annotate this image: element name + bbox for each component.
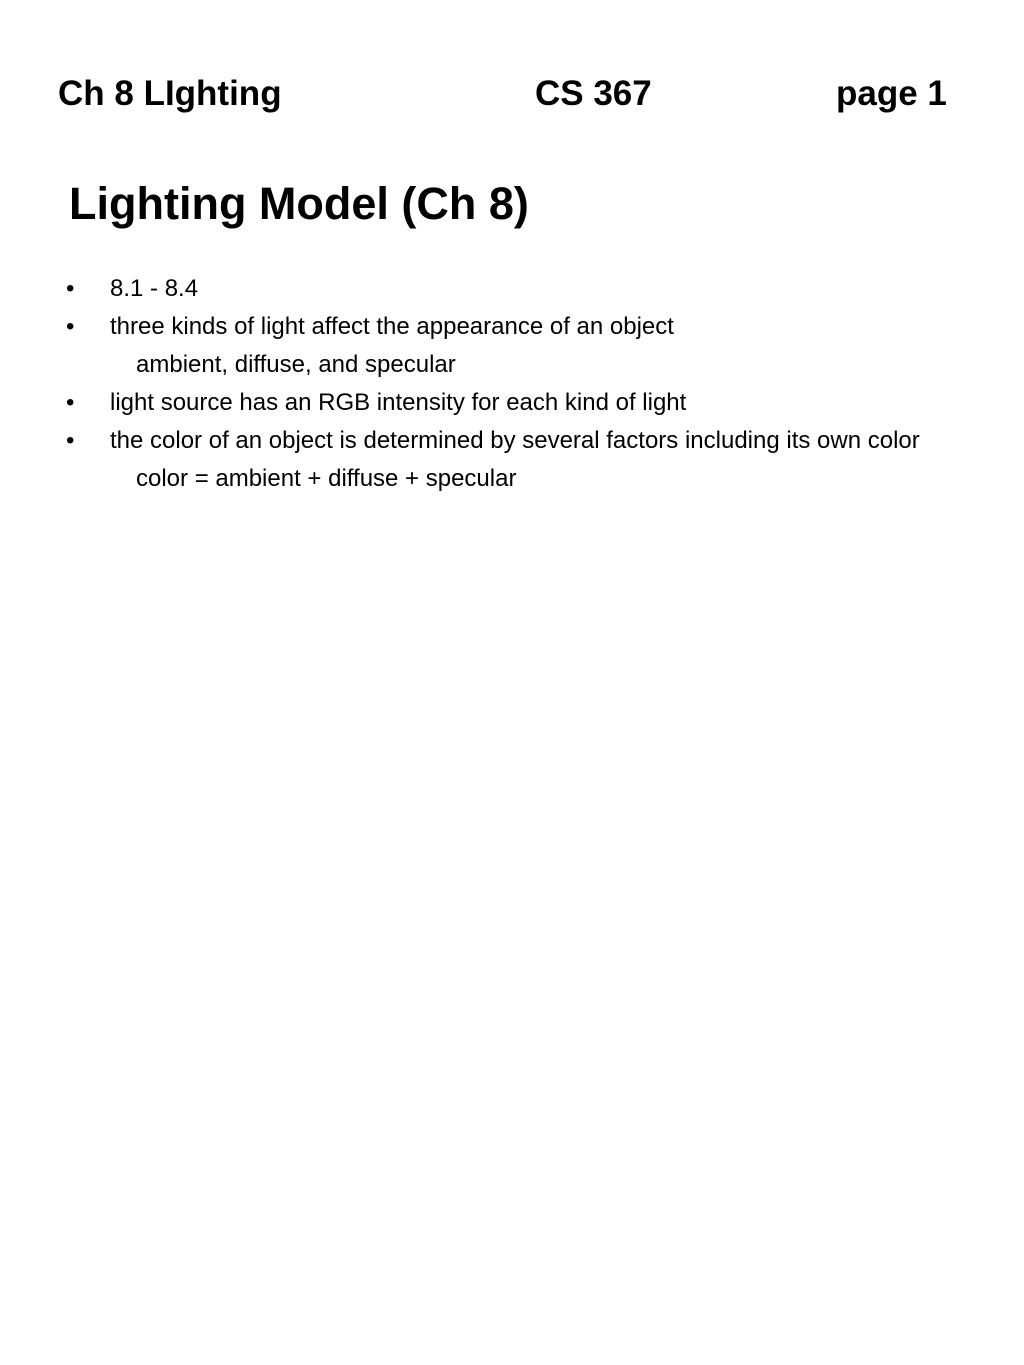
page-header [0,72,1024,116]
bullet-subtext: ambient, diffuse, and specular [136,351,456,378]
bullet-text: 8.1 - 8.4 [110,275,199,302]
bullet-text: the color of an object is determined by several factors including its own color [110,427,920,454]
header-page-number: page 1 [836,74,947,113]
header-chapter: Ch 8 LIghting [58,74,282,113]
bullet-item [0,427,1024,455]
bullet-list [0,275,1024,503]
bullet-subtext: color = ambient + diffuse + specular [136,465,517,492]
bullet-marker: • [66,313,75,340]
bullet-item [0,313,1024,341]
bullet-marker: • [66,275,75,302]
slide-title: Lighting Model (Ch 8) [69,178,529,229]
bullet-item [0,275,1024,303]
bullet-item [0,389,1024,417]
bullet-marker: • [66,389,75,416]
bullet-text: three kinds of light affect the appearance of an object [110,313,674,340]
bullet-text: light source has an RGB intensity for each kind of light [110,389,687,416]
header-course: CS 367 [535,74,652,113]
bullet-marker: • [66,427,75,454]
